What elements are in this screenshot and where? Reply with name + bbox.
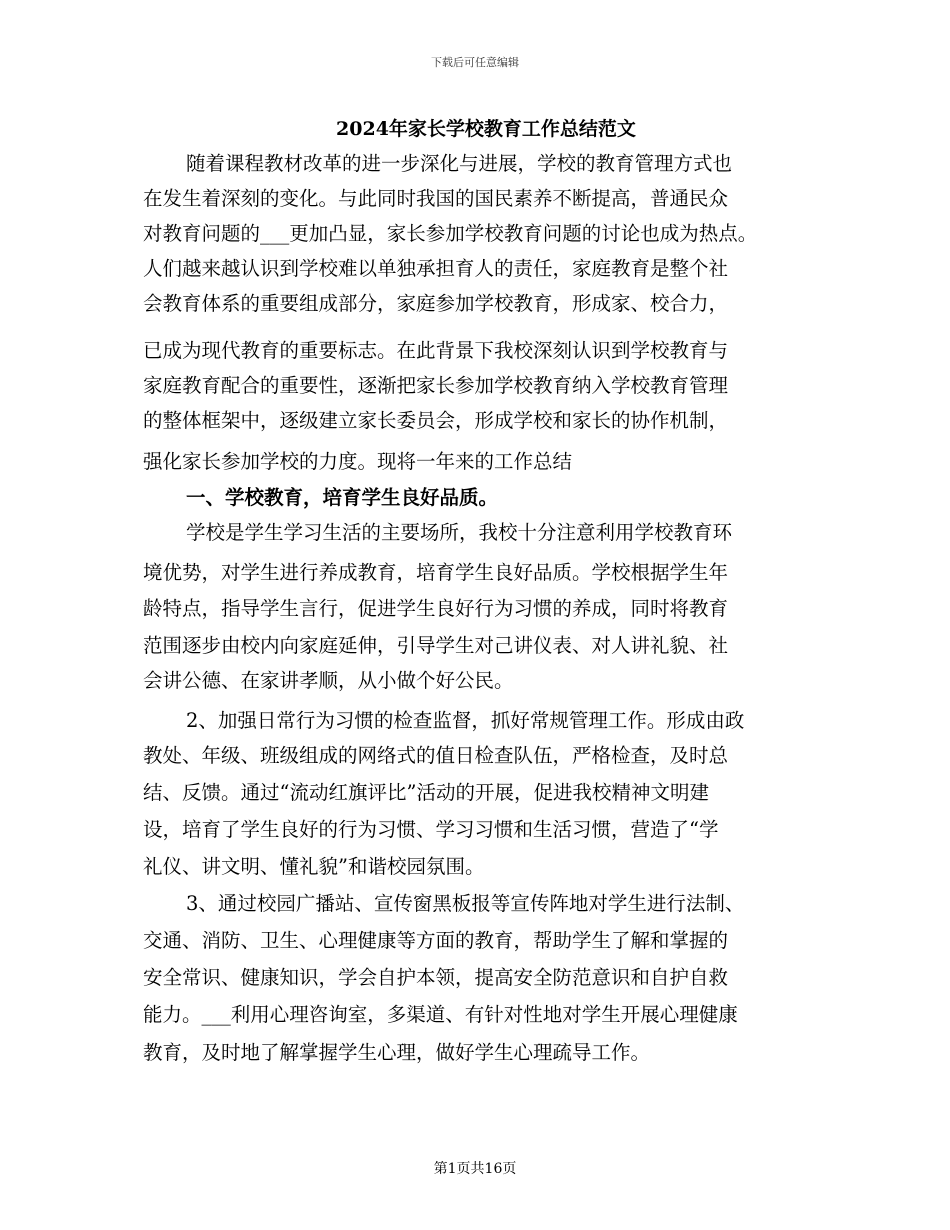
page-number: 第1页共16页 xyxy=(433,1161,517,1177)
text-line: 随着课程教材改革的进一步深化与进展，学校的教育管理方式也 xyxy=(186,152,733,175)
text-line: 强化家长参加学校的力度。现将一年来的工作总结 xyxy=(143,450,573,473)
text-line: 龄特点，指导学生言行，促进学生良好行为习惯的养成，同时将教育 xyxy=(143,597,729,620)
text-line: 对教育问题的___更加凸显，家长参加学校教育问题的讨论也成为热点。 xyxy=(143,222,758,245)
text-line: 已成为现代教育的重要标志。在此背景下我校深刻认识到学校教育与 xyxy=(143,339,729,362)
text-line: 安全常识、健康知识，学会自护本领，提高安全防范意识和自护自救 xyxy=(143,966,729,989)
text-line: 范围逐步由校内向家庭延伸，引导学生对己讲仪表、对人讲礼貌、社 xyxy=(143,634,729,657)
section-heading: 一、学校教育，培育学生良好品质。 xyxy=(186,486,499,509)
text-line: 3、通过校园广播站、宣传窗黑板报等宣传阵地对学生进行法制、 xyxy=(186,892,745,915)
text-line: 教育，及时地了解掌握学生心理，做好学生心理疏导工作。 xyxy=(143,1041,651,1064)
text-line: 在发生着深刻的变化。与此同时我国的国民素养不断提高，普通民众 xyxy=(143,187,729,210)
document-title: 2024年家长学校教育工作总结范文 xyxy=(336,118,636,140)
text-line: 结、反馈。通过“流动红旗评比”活动的开展，促进我校精神文明建 xyxy=(143,781,709,804)
text-line: 2、加强日常行为习惯的检查监督，抓好常规管理工作。形成由政 xyxy=(186,709,745,732)
text-line: 境优势，对学生进行养成教育，培育学生良好品质。学校根据学生年 xyxy=(143,561,729,584)
text-line: 礼仪、讲文明、懂礼貌”和谐校园氛围。 xyxy=(143,855,485,878)
text-line: 学校是学生学习生活的主要场所，我校十分注意利用学校教育环 xyxy=(186,521,733,544)
text-line: 交通、消防、卫生、心理健康等方面的教育，帮助学生了解和掌握的 xyxy=(143,929,729,952)
text-line: 能力。___利用心理咨询室，多渠道、有针对性地对学生开展心理健康 xyxy=(143,1003,738,1026)
text-line: 教处、年级、班级组成的网络式的值日检查队伍，严格检查，及时总 xyxy=(143,744,729,767)
text-line: 设，培育了学生良好的行为习惯、学习习惯和生活习惯，营造了“学 xyxy=(143,818,719,841)
text-line: 家庭教育配合的重要性，逐渐把家长参加学校教育纳入学校教育管理 xyxy=(143,374,729,397)
text-line: 的整体框架中，逐级建立家长委员会，形成学校和家长的协作机制， xyxy=(143,409,729,432)
text-line: 会教育体系的重要组成部分，家庭参加学校教育，形成家、校合力， xyxy=(143,292,729,315)
page-header-note: 下载后可任意编辑 xyxy=(431,56,519,69)
text-line: 人们越来越认识到学校难以单独承担育人的责任，家庭教育是整个社 xyxy=(143,257,729,280)
text-line: 会讲公德、在家讲孝顺，从小做个好公民。 xyxy=(143,669,514,692)
